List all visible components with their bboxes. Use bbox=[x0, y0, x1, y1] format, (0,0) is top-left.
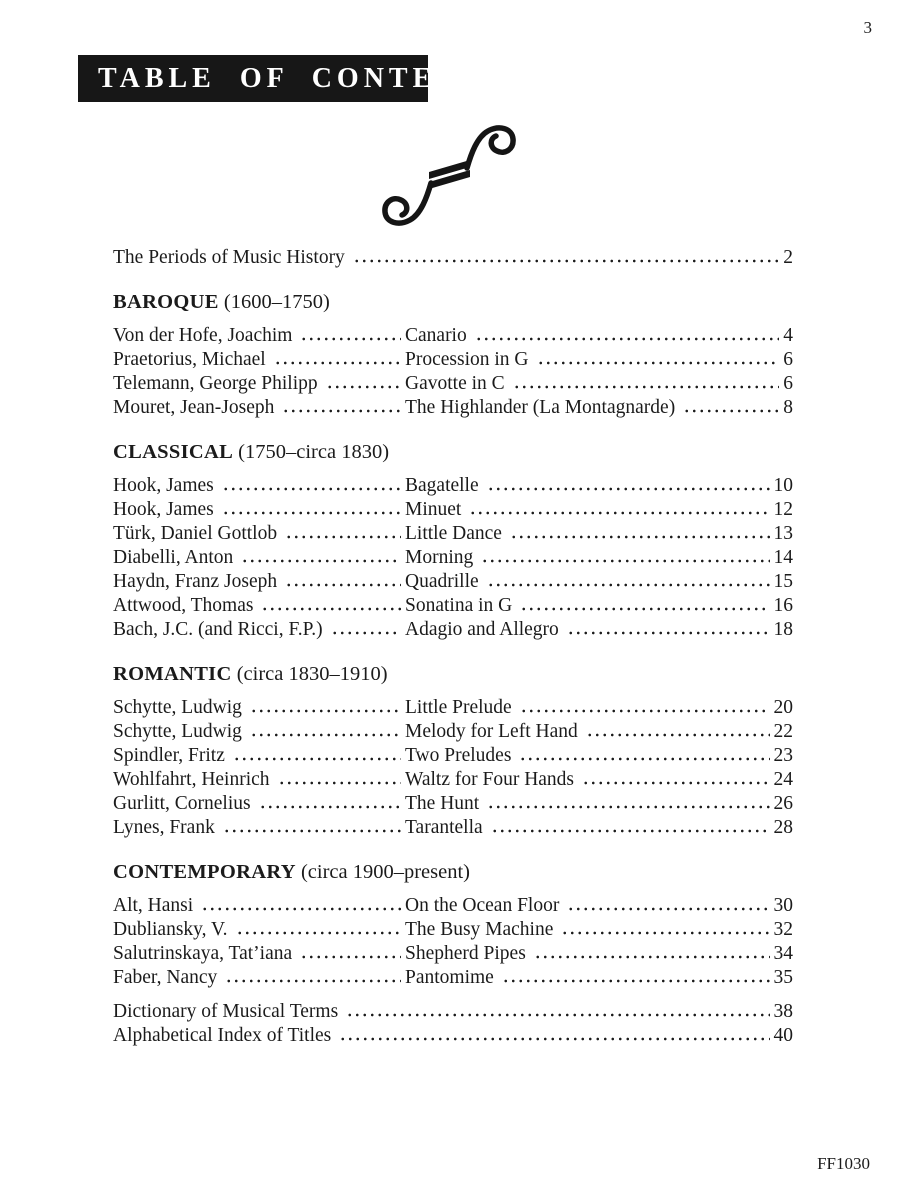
entry-title: The Highlander (La Montagnarde) bbox=[405, 397, 676, 418]
section-name: CONTEMPORARY bbox=[113, 861, 296, 883]
entry-title: Pantomime bbox=[405, 967, 494, 988]
dot-leader bbox=[584, 733, 770, 737]
entry-page: 13 bbox=[773, 523, 793, 544]
entry-composer: Lynes, Frank bbox=[113, 817, 215, 838]
section-name: BAROQUE bbox=[113, 291, 219, 313]
dot-leader bbox=[351, 259, 779, 263]
dot-leader bbox=[220, 487, 401, 491]
toc-content bbox=[113, 244, 793, 1050]
entry-composer: Gurlitt, Cornelius bbox=[113, 793, 251, 814]
entry-title: Little Dance bbox=[405, 523, 502, 544]
toc-entry-row bbox=[113, 572, 793, 592]
entry-title: Adagio and Allegro bbox=[405, 619, 559, 640]
section-heading bbox=[113, 860, 793, 884]
dot-leader bbox=[518, 709, 770, 713]
entry-composer: Schytte, Ludwig bbox=[113, 721, 242, 742]
toc-entry-row bbox=[113, 398, 793, 418]
section-range: (1600–1750) bbox=[223, 291, 330, 313]
section-range: (circa 1830–1910) bbox=[236, 663, 388, 685]
title-banner bbox=[78, 55, 506, 102]
entry-composer: Diabelli, Anton bbox=[113, 547, 234, 568]
entry-page: 2 bbox=[783, 247, 793, 268]
toc-section bbox=[113, 440, 793, 640]
entry-composer: Wohlfahrt, Heinrich bbox=[113, 769, 270, 790]
entry-title: Gavotte in C bbox=[405, 373, 505, 394]
dot-leader bbox=[324, 385, 401, 389]
dot-leader bbox=[681, 409, 779, 413]
dot-leader bbox=[565, 907, 769, 911]
toc-entry-row bbox=[113, 374, 793, 394]
publisher-code: FF1030 bbox=[817, 1154, 870, 1173]
dot-leader bbox=[580, 781, 769, 785]
entry-composer: Haydn, Franz Joseph bbox=[113, 571, 278, 592]
entry-page: 10 bbox=[773, 475, 793, 496]
entry-composer: Von der Hofe, Joachim bbox=[113, 325, 293, 346]
entry-page: 6 bbox=[783, 349, 793, 370]
toc-sections bbox=[113, 290, 793, 988]
toc-entry-row bbox=[113, 770, 793, 790]
entry-composer: Hook, James bbox=[113, 475, 214, 496]
entry-page: 24 bbox=[773, 769, 793, 790]
entry-composer: Attwood, Thomas bbox=[113, 595, 254, 616]
corner-page-number: 3 bbox=[863, 18, 872, 37]
page-title: TABLE OF CONTENTS bbox=[98, 62, 506, 94]
toc-entry-row bbox=[113, 548, 793, 568]
entry-composer: Schytte, Ludwig bbox=[113, 697, 242, 718]
toc-intro-row bbox=[113, 248, 793, 268]
entry-page: 22 bbox=[773, 721, 793, 742]
toc-entry-row bbox=[113, 476, 793, 496]
dot-leader bbox=[479, 559, 769, 563]
toc-entry-row bbox=[113, 350, 793, 370]
entry-title: Melody for Left Hand bbox=[405, 721, 578, 742]
toc-entry-row bbox=[113, 620, 793, 640]
entry-title: Procession in G bbox=[405, 349, 529, 370]
dot-leader bbox=[259, 607, 401, 611]
entry-composer: Dubliansky, V. bbox=[113, 919, 228, 940]
toc-entry-row bbox=[113, 500, 793, 520]
section-entries bbox=[113, 326, 793, 418]
entry-composer: Telemann, George Philipp bbox=[113, 373, 318, 394]
entry-composer: Salutrinskaya, Tat’iana bbox=[113, 943, 293, 964]
entry-title: Quadrille bbox=[405, 571, 479, 592]
entry-page: 14 bbox=[773, 547, 793, 568]
dot-leader bbox=[298, 955, 401, 959]
dot-leader bbox=[248, 733, 401, 737]
section-range: (circa 1900–present) bbox=[300, 861, 470, 883]
toc-section bbox=[113, 860, 793, 988]
dot-leader bbox=[500, 979, 770, 983]
entry-page: 38 bbox=[773, 1001, 793, 1022]
entry-composer: Alt, Hansi bbox=[113, 895, 194, 916]
dot-leader bbox=[532, 955, 770, 959]
entry-composer: Praetorius, Michael bbox=[113, 349, 266, 370]
entry-page: 16 bbox=[773, 595, 793, 616]
dot-leader bbox=[231, 757, 401, 761]
dot-leader bbox=[337, 1037, 769, 1041]
entry-title: Shepherd Pipes bbox=[405, 943, 526, 964]
dot-leader bbox=[344, 1013, 769, 1017]
dot-leader bbox=[559, 931, 769, 935]
toc-entry-row bbox=[113, 920, 793, 940]
entry-page: 4 bbox=[783, 325, 793, 346]
toc-entry-row bbox=[113, 326, 793, 346]
entry-page: 35 bbox=[773, 967, 793, 988]
dot-leader bbox=[518, 607, 769, 611]
toc-end-row bbox=[113, 1026, 793, 1046]
dot-leader bbox=[485, 583, 770, 587]
section-entries bbox=[113, 476, 793, 640]
dot-leader bbox=[535, 361, 780, 365]
dot-leader bbox=[283, 535, 401, 539]
toc-entry-row bbox=[113, 968, 793, 988]
intro-title-cell bbox=[113, 248, 783, 268]
entry-title: Bagatelle bbox=[405, 475, 479, 496]
entry-title: The Busy Machine bbox=[405, 919, 554, 940]
entry-page: 18 bbox=[773, 619, 793, 640]
dot-leader bbox=[485, 487, 770, 491]
dot-leader bbox=[565, 631, 770, 635]
entry-title: The Hunt bbox=[405, 793, 480, 814]
entry-page: 12 bbox=[773, 499, 793, 520]
toc-entry-row bbox=[113, 524, 793, 544]
entry-page: 40 bbox=[773, 1025, 793, 1046]
entry-page: 15 bbox=[773, 571, 793, 592]
section-name: ROMANTIC bbox=[113, 663, 232, 685]
entry-composer: Faber, Nancy bbox=[113, 967, 218, 988]
section-heading bbox=[113, 440, 793, 464]
entry-page: 28 bbox=[773, 817, 793, 838]
toc-entry-row bbox=[113, 896, 793, 916]
entry-page: 26 bbox=[773, 793, 793, 814]
entry-composer: Bach, J.C. (and Ricci, F.P.) bbox=[113, 619, 323, 640]
toc-end-block bbox=[113, 1002, 793, 1046]
entry-title: Tarantella bbox=[405, 817, 483, 838]
dot-leader bbox=[239, 559, 401, 563]
toc-section bbox=[113, 662, 793, 838]
entry-page: 32 bbox=[773, 919, 793, 940]
dot-leader bbox=[248, 709, 401, 713]
music-flourish-icon bbox=[378, 102, 540, 252]
entry-page: 8 bbox=[783, 397, 793, 418]
entry-page: 6 bbox=[783, 373, 793, 394]
section-heading bbox=[113, 662, 793, 686]
dot-leader bbox=[511, 385, 780, 389]
entry-title: On the Ocean Floor bbox=[405, 895, 560, 916]
dot-leader bbox=[234, 931, 402, 935]
entry-composer: Mouret, Jean-Joseph bbox=[113, 397, 275, 418]
toc-entry-row bbox=[113, 794, 793, 814]
dot-leader bbox=[283, 583, 401, 587]
dot-leader bbox=[221, 829, 401, 833]
entry-page: 20 bbox=[773, 697, 793, 718]
section-range: (1750–circa 1830) bbox=[238, 441, 390, 463]
entry-title: Two Preludes bbox=[405, 745, 512, 766]
toc-entry-row bbox=[113, 698, 793, 718]
dot-leader bbox=[272, 361, 401, 365]
entry-composer: Hook, James bbox=[113, 499, 214, 520]
dot-leader bbox=[485, 805, 769, 809]
entry-title: The Periods of Music History bbox=[113, 247, 345, 268]
dot-leader bbox=[257, 805, 401, 809]
toc-entry-row bbox=[113, 722, 793, 742]
entry-title: Morning bbox=[405, 547, 474, 568]
dot-leader bbox=[517, 757, 769, 761]
dot-leader bbox=[220, 511, 401, 515]
dot-leader bbox=[280, 409, 401, 413]
entry-page: 23 bbox=[773, 745, 793, 766]
toc-section bbox=[113, 290, 793, 418]
entry-page: 30 bbox=[773, 895, 793, 916]
toc-entry-row bbox=[113, 596, 793, 616]
dot-leader bbox=[329, 631, 401, 635]
section-name: CLASSICAL bbox=[113, 441, 234, 463]
dot-leader bbox=[223, 979, 401, 983]
entry-composer: Spindler, Fritz bbox=[113, 745, 225, 766]
toc-end-row bbox=[113, 1002, 793, 1022]
toc-entry-row bbox=[113, 746, 793, 766]
dot-leader bbox=[276, 781, 401, 785]
entry-title: Dictionary of Musical Terms bbox=[113, 1001, 339, 1022]
entry-title: Alphabetical Index of Titles bbox=[113, 1025, 332, 1046]
dot-leader bbox=[298, 337, 401, 341]
section-heading bbox=[113, 290, 793, 314]
toc-entry-row bbox=[113, 944, 793, 964]
entry-composer: Türk, Daniel Gottlob bbox=[113, 523, 278, 544]
entry-page: 34 bbox=[773, 943, 793, 964]
dot-leader bbox=[199, 907, 401, 911]
dot-leader bbox=[473, 337, 780, 341]
entry-title: Canario bbox=[405, 325, 467, 346]
entry-title: Sonatina in G bbox=[405, 595, 513, 616]
dot-leader bbox=[508, 535, 770, 539]
entry-title: Waltz for Four Hands bbox=[405, 769, 575, 790]
entry-title: Little Prelude bbox=[405, 697, 512, 718]
entry-title: Minuet bbox=[405, 499, 462, 520]
dot-leader bbox=[467, 511, 769, 515]
dot-leader bbox=[489, 829, 770, 833]
section-entries bbox=[113, 896, 793, 988]
toc-entry-row bbox=[113, 818, 793, 838]
section-entries bbox=[113, 698, 793, 838]
